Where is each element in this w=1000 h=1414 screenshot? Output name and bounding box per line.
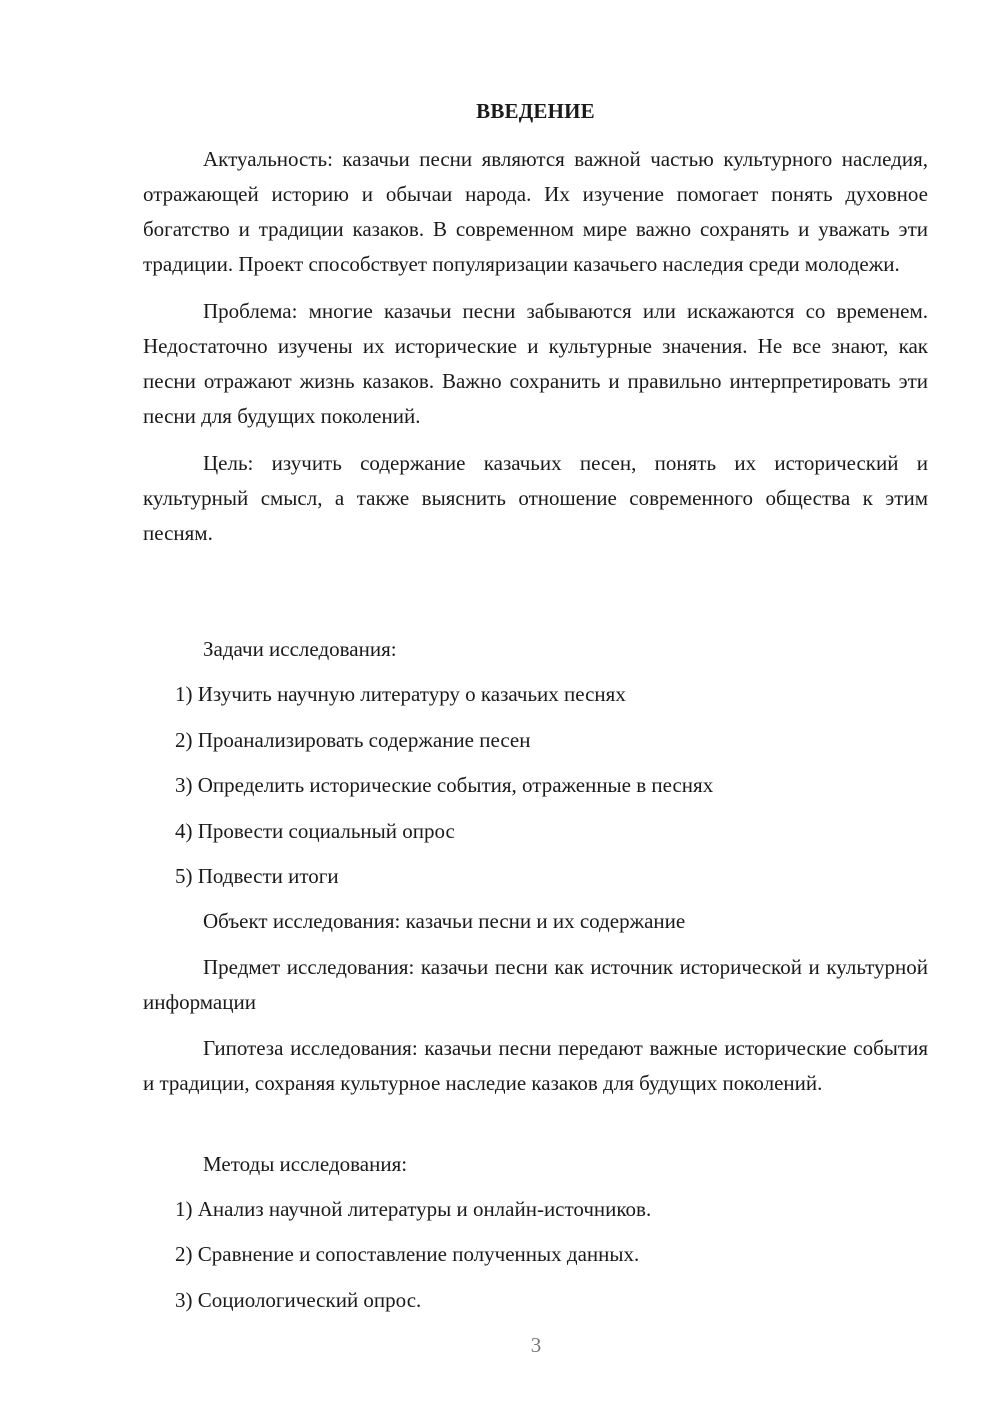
methods-heading: Методы исследования:: [203, 1152, 408, 1176]
method-item: [143, 1237, 928, 1272]
problem-paragraph: Проблема: многие казачьи песни забываются или искажаются со временем. Недостаточно изучены их исторические и культурные значения. Не все знают, как песни отражают жизнь казаков. Важно сохранить и правильно интерпретировать эти песни для будущих поколений.: [143, 299, 928, 428]
task-item-5: 5) Подвести итоги: [175, 864, 339, 888]
page-number: 3: [530, 1333, 542, 1357]
methods-section: [143, 1147, 928, 1182]
subject-section: [143, 950, 928, 1020]
task-item-3: 3) Определить исторические события, отраженные в песнях: [175, 773, 714, 797]
tasks-heading: Задачи исследования:: [203, 637, 397, 661]
task-item: [143, 677, 928, 712]
actuality-paragraph: Актуальность: казачьи песни являются важной частью культурного наследия, отражающей историю и обычаи народа. Их изучение помогает понять духовное богатство и традиции казаков. В современном мире важно сохранять и уважать эти традиции. Проект способствует популяризации казачьего наследия среди молодежи.: [143, 147, 928, 276]
task-item-2: 2) Проанализировать содержание песен: [175, 728, 531, 752]
method-item: [143, 1283, 928, 1318]
task-item-4: 4) Провести социальный опрос: [175, 819, 455, 843]
task-item: [143, 768, 928, 803]
object-section: [143, 904, 928, 939]
page-title: ВВЕДЕНИЕ: [476, 99, 595, 123]
task-item-1: 1) Изучить научную литературу о казачьих песнях: [175, 682, 626, 706]
method-item: [143, 1192, 928, 1227]
task-item: [143, 859, 928, 894]
intro-paragraphs: [143, 142, 928, 551]
subject-paragraph: Предмет исследования: казачьи песни как источник исторической и культурной информации: [143, 955, 928, 1014]
task-item: [143, 723, 928, 758]
goal-paragraph: Цель: изучить содержание казачьих песен, понять их исторический и культурный смысл, а также выяснить отношение современного общества к этим песням.: [143, 451, 928, 545]
method-item-1: 1) Анализ научной литературы и онлайн-источников.: [175, 1197, 652, 1221]
object-line: Объект исследования: казачьи песни и их содержание: [203, 909, 686, 933]
method-item-3: 3) Социологический опрос.: [175, 1288, 422, 1312]
method-item-2: 2) Сравнение и сопоставление полученных данных.: [175, 1242, 640, 1266]
tasks-section: [143, 632, 928, 667]
task-item: [143, 814, 928, 849]
hypothesis-paragraph: Гипотеза исследования: казачьи песни передают важные исторические события и традиции, сохраняя культурное наследие казаков для будущих поколений.: [143, 1036, 928, 1095]
hypothesis-section: [143, 1031, 928, 1101]
